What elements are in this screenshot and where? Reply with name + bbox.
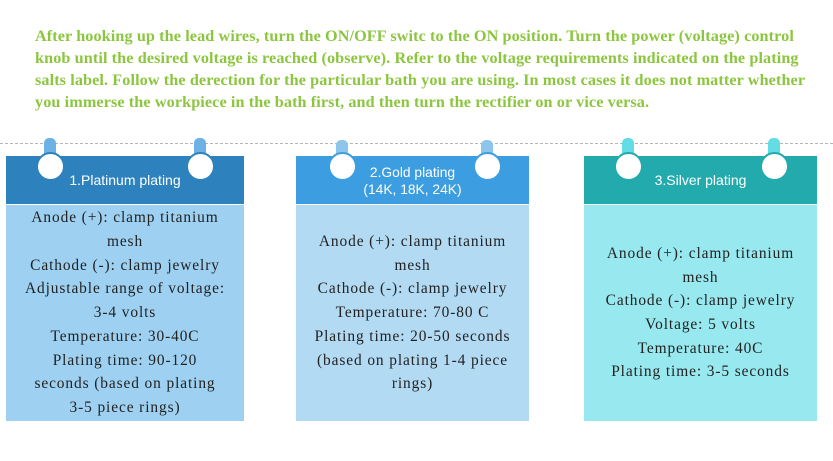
spec-line: Temperature: 40C bbox=[637, 339, 764, 357]
spec-line: Cathode (-): clamp jewelry bbox=[605, 292, 796, 310]
spec-line: Cathode (-): clamp jewelry bbox=[30, 256, 220, 274]
intro-paragraph: After hooking up the lead wires, turn the ON/OFF switc to the ON position. Turn the power (voltage) control knob until the desired voltage is reached (observe). Refer to the voltage requirements indicated on the plating salts label. Follow the derection for the particular bath you are using. In most cases it does not matter whether you immerse the workpiece in the bath first, and then turn the rectifier on or vice versa. bbox=[35, 27, 805, 111]
spec-line: rings) bbox=[391, 375, 434, 393]
card-body bbox=[6, 205, 244, 421]
spec-line: Temperature: 70-80 C bbox=[335, 304, 490, 322]
spec-line: Anode (+): clamp titanium bbox=[606, 244, 795, 262]
card-body bbox=[584, 205, 817, 421]
spec-line: 3-4 volts bbox=[93, 304, 157, 322]
card-title: 2.Gold plating bbox=[369, 165, 456, 180]
silver-plating-card bbox=[584, 156, 817, 422]
spec-line: Plating time: 90-120 bbox=[52, 351, 198, 369]
spec-line: mesh bbox=[682, 268, 719, 286]
spec-line: mesh bbox=[394, 256, 431, 274]
dashed-divider bbox=[0, 143, 833, 144]
spec-line: Temperature: 30-40C bbox=[50, 327, 200, 345]
gold-plating-card bbox=[296, 156, 529, 422]
card-body bbox=[296, 205, 529, 421]
spec-line: (based on plating 1-4 piece bbox=[317, 351, 508, 369]
spec-line: Voltage: 5 volts bbox=[645, 316, 756, 333]
spec-line: 3-5 piece rings) bbox=[69, 398, 181, 416]
spec-line: Anode (+): clamp titanium bbox=[31, 209, 219, 227]
spec-line: seconds (based on plating bbox=[34, 375, 216, 393]
spec-line: Adjustable range of voltage: bbox=[25, 280, 225, 298]
spec-line: Plating time: 20-50 seconds bbox=[314, 327, 511, 345]
card-title: 1.Platinum plating bbox=[69, 172, 181, 188]
card-subtitle: (14K, 18K, 24K) bbox=[363, 182, 462, 197]
platinum-plating-card bbox=[6, 156, 244, 422]
card-title: 3.Silver plating bbox=[654, 172, 747, 188]
spec-line: Anode (+): clamp titanium bbox=[318, 233, 507, 251]
spec-line: mesh bbox=[106, 233, 144, 251]
spec-line: Plating time: 3-5 seconds bbox=[611, 363, 790, 381]
spec-line: Cathode (-): clamp jewelry bbox=[317, 280, 508, 298]
